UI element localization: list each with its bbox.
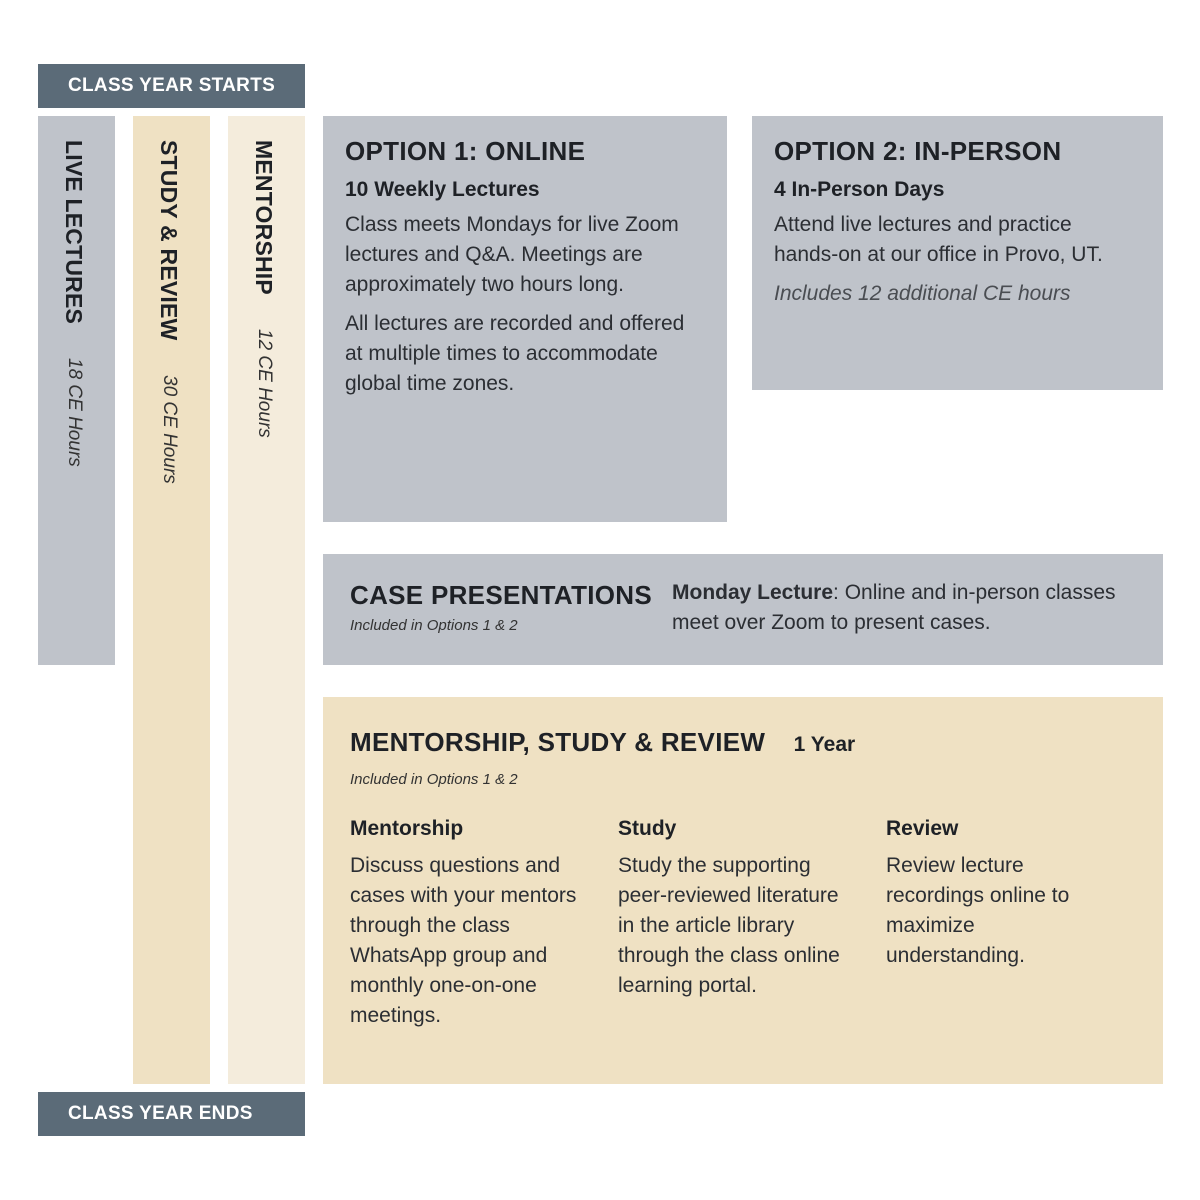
option-2-note: Includes 12 additional CE hours <box>774 282 1071 306</box>
msr-duration: 1 Year <box>793 733 856 756</box>
study-review-column <box>133 116 210 1084</box>
msr-col-study-body: Study the supporting peer-reviewed literature in the article library through the class online learning portal. <box>618 854 840 997</box>
msr-title: MENTORSHIP, STUDY & REVIEW <box>350 727 766 757</box>
option-1-para-1: Class meets Mondays for live Zoom lectures and Q&A. Meetings are approximately two hours long. <box>345 213 679 297</box>
msr-col-mentorship <box>350 817 590 1031</box>
study-review-hours: 30 CE Hours <box>159 374 180 484</box>
live-lectures-column <box>38 116 115 665</box>
msr-col-review-body: Review lecture recordings online to maximize understanding. <box>886 854 1070 967</box>
msr-col-study <box>618 817 858 1001</box>
case-presentations-text: : Online and in-person classes meet over Zoom to present cases. <box>672 581 1116 634</box>
option-2-subtitle: 4 In-Person Days <box>774 178 945 202</box>
class-year-starts-bar <box>38 64 305 108</box>
case-presentations-lead: Monday Lecture <box>672 581 834 604</box>
msr-included: Included in Options 1 & 2 <box>350 771 518 788</box>
mentorship-title: MENTORSHIP <box>251 140 277 295</box>
live-lectures-title: LIVE LECTURES <box>61 140 87 325</box>
msr-col-mentorship-body: Discuss questions and cases with your mentors through the class WhatsApp group and monthly one-on-one meetings. <box>350 854 577 1027</box>
option-2-box <box>752 116 1163 390</box>
class-year-starts-label: CLASS YEAR STARTS <box>68 75 276 96</box>
live-lectures-hours: 18 CE Hours <box>64 358 85 468</box>
msr-col-mentorship-head: Mentorship <box>350 817 464 840</box>
mentorship-study-review-box <box>323 697 1163 1084</box>
option-2-title: OPTION 2: IN-PERSON <box>774 136 1062 166</box>
option-1-para-2: All lectures are recorded and offered at multiple times to accommodate global time zones. <box>345 312 685 396</box>
option-1-subtitle: 10 Weekly Lectures <box>345 178 540 202</box>
option-1-title: OPTION 1: ONLINE <box>345 136 586 166</box>
msr-col-study-head: Study <box>618 817 677 840</box>
class-year-ends-bar <box>38 1092 305 1136</box>
case-presentations-included: Included in Options 1 & 2 <box>350 617 518 635</box>
option-2-para-1: Attend live lectures and practice hands-on at our office in Provo, UT. <box>774 213 1103 267</box>
option-1-box <box>323 116 727 522</box>
mentorship-column <box>228 116 305 1084</box>
class-year-ends-label: CLASS YEAR ENDS <box>68 1103 253 1124</box>
case-presentations-box <box>323 554 1163 665</box>
mentorship-hours: 12 CE Hours <box>254 329 275 439</box>
msr-col-review-head: Review <box>886 817 959 840</box>
study-review-title: STUDY & REVIEW <box>156 140 182 341</box>
case-presentations-description <box>672 578 1132 638</box>
case-presentations-title: CASE PRESENTATIONS <box>350 580 653 610</box>
msr-col-review <box>886 817 1086 971</box>
